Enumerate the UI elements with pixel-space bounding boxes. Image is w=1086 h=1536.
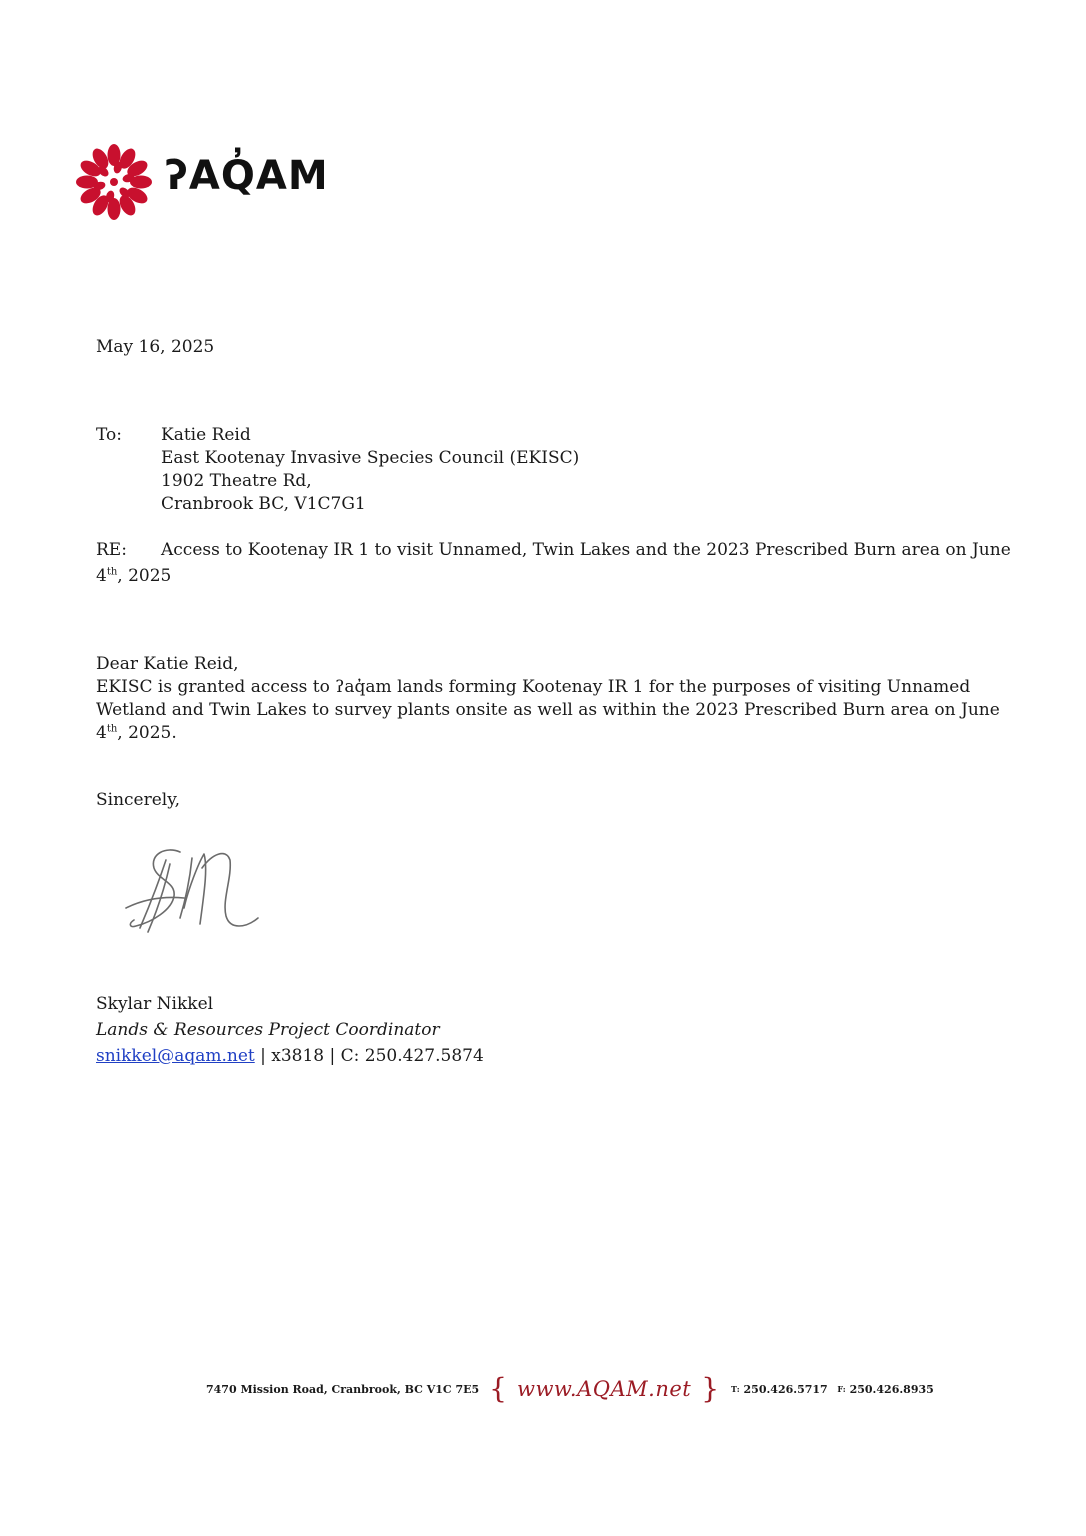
re-subject-line1: Access to Kootenay IR 1 to visit Unnamed, Twin Lakes and the 2023 Prescribed Burn area on June <box>161 540 1011 560</box>
closing: Sincerely, <box>96 790 180 810</box>
recipient-address <box>161 424 579 516</box>
email-link[interactable]: snikkel@aqam.net <box>96 1046 255 1066</box>
body-day-suffix: th <box>106 723 118 735</box>
body-line-2: Wetland and Twin Lakes to survey plants onsite as well as within the 2023 Prescribed Burn area on June <box>96 700 1000 720</box>
footer-tel: 250.426.5717 <box>743 1382 828 1396</box>
footer-brace-open: { <box>489 1372 507 1405</box>
re-day: 4 <box>96 566 107 586</box>
to-label: To: <box>96 425 122 445</box>
footer <box>206 1372 934 1406</box>
flower-icon <box>74 142 154 222</box>
body-day: 4 <box>96 723 107 743</box>
body-line-3 <box>96 722 1000 745</box>
signer-name: Skylar Nikkel <box>96 994 214 1014</box>
footer-website-link[interactable]: www.AQAM.net <box>516 1377 692 1401</box>
signature-image <box>122 838 267 943</box>
re-label: RE: <box>96 540 127 560</box>
signer-contact <box>96 1045 484 1068</box>
letter-body <box>96 676 1000 745</box>
footer-tel-label: T: <box>731 1384 740 1394</box>
re-year: , 2025 <box>117 566 172 586</box>
recipient-street: 1902 Theatre Rd, <box>161 471 312 491</box>
contact-details: | x3818 | C: 250.427.5874 <box>254 1046 484 1066</box>
letter-date: May 16, 2025 <box>96 337 215 357</box>
footer-fax-label: F: <box>837 1384 846 1394</box>
salutation: Dear Katie Reid, <box>96 654 239 674</box>
footer-address: 7470 Mission Road, Cranbrook, BC V1C 7E5 <box>206 1382 480 1396</box>
signer-title: Lands & Resources Project Coordinator <box>96 1020 440 1040</box>
recipient-city: Cranbrook BC, V1C7G1 <box>161 494 366 514</box>
re-day-suffix: th <box>106 566 118 578</box>
body-line-1: EKISC is granted access to ʔaq̓am lands forming Kootenay IR 1 for the purposes of visiting Unnamed <box>96 677 971 697</box>
recipient-name: Katie Reid <box>161 425 251 445</box>
brand-wordmark: ʔAQ̓AM <box>165 153 329 199</box>
re-subject-line2 <box>96 565 171 588</box>
footer-brace-close: } <box>701 1372 720 1405</box>
footer-fax: 250.426.8935 <box>849 1382 934 1396</box>
body-year: , 2025. <box>117 723 177 743</box>
recipient-organization: East Kootenay Invasive Species Council (EKISC) <box>161 448 580 468</box>
